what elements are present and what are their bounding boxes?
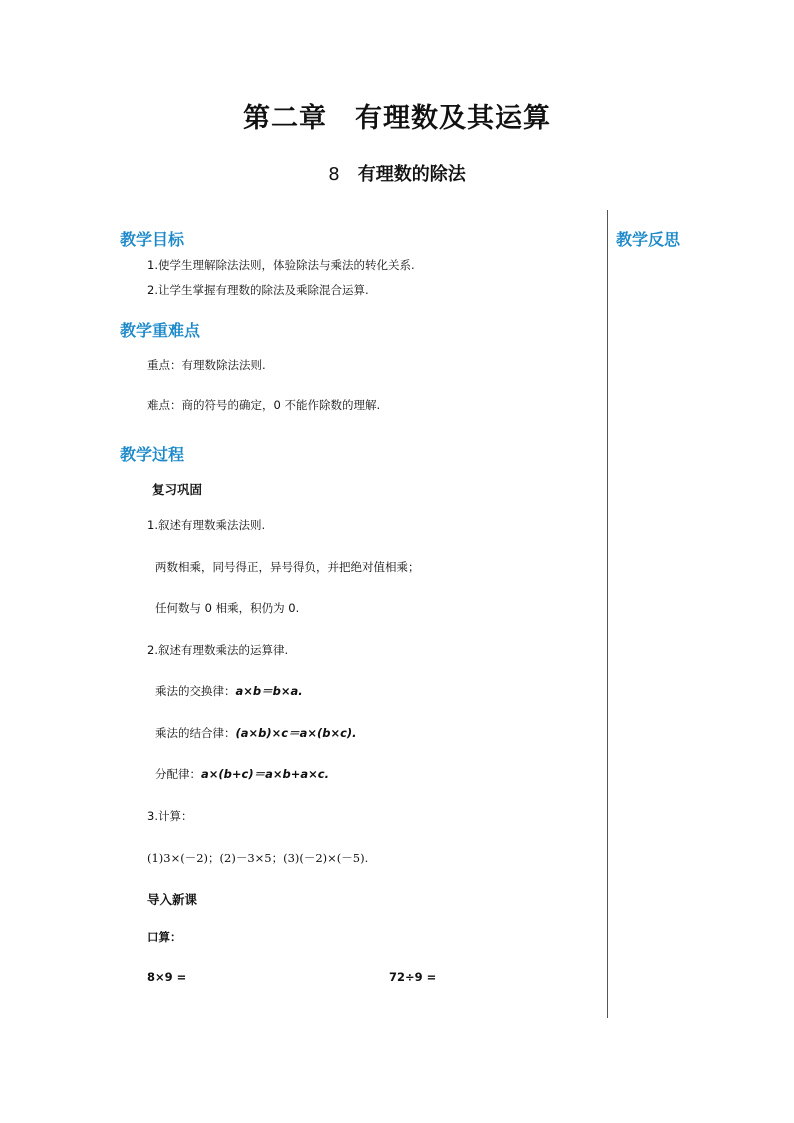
law-associative-label: 乘法的结合律： — [155, 726, 236, 740]
chapter-title: 第二章 有理数及其运算 — [243, 103, 551, 134]
difficulty-point: 难点：商的符号的确定，0 不能作除数的理解. — [147, 398, 381, 412]
reflection-heading: 教学反思 — [616, 230, 681, 249]
question-3: 3.计算： — [147, 809, 193, 823]
objective-item: 1.使学生理解除法法则，体验除法与乘法的转化关系. — [147, 258, 415, 272]
review-heading: 复习巩固 — [152, 482, 203, 497]
law-associative — [155, 725, 357, 741]
law-distributive-expr: a×(b+c)＝a×b+a×c. — [201, 767, 329, 781]
lesson-number: 8 — [328, 164, 340, 185]
question-2: 2.叙述有理数乘法的运算律. — [147, 643, 289, 657]
lesson-title-text: 有理数的除法 — [357, 164, 466, 185]
question-1-answer-a: 两数相乘，同号得正，异号得负，并把绝对值相乘； — [155, 560, 420, 574]
process-heading: 教学过程 — [120, 445, 185, 464]
intro-heading: 导入新课 — [147, 892, 198, 907]
law-distributive — [155, 766, 329, 782]
focus-point: 重点：有理数除法法则. — [147, 358, 266, 372]
objective-item: 2.让学生掌握有理数的除法及乘除混合运算. — [147, 283, 369, 297]
law-commutative — [155, 683, 303, 699]
question-1: 1.叙述有理数乘法法则. — [147, 518, 266, 532]
column-divider — [607, 210, 608, 1018]
key-points-heading: 教学重难点 — [120, 321, 201, 340]
law-associative-expr: (a×b)×c＝a×(b×c). — [235, 726, 357, 740]
question-3-expression: (1)3×(－2)；(2)－3×5；(3)(－2)×(－5). — [147, 851, 369, 865]
oral-problem-right: 72÷9 = — [389, 970, 437, 984]
law-commutative-label: 乘法的交换律： — [155, 684, 236, 698]
objectives-heading: 教学目标 — [120, 230, 185, 249]
question-1-answer-b: 任何数与 0 相乘，积仍为 0. — [155, 601, 300, 615]
law-commutative-expr: a×b＝b×a. — [235, 684, 303, 698]
oral-problem-left: 8×9 = — [147, 970, 187, 984]
lesson-title — [0, 160, 794, 186]
law-distributive-label: 分配律： — [155, 767, 201, 781]
oral-heading: 口算： — [147, 930, 182, 944]
